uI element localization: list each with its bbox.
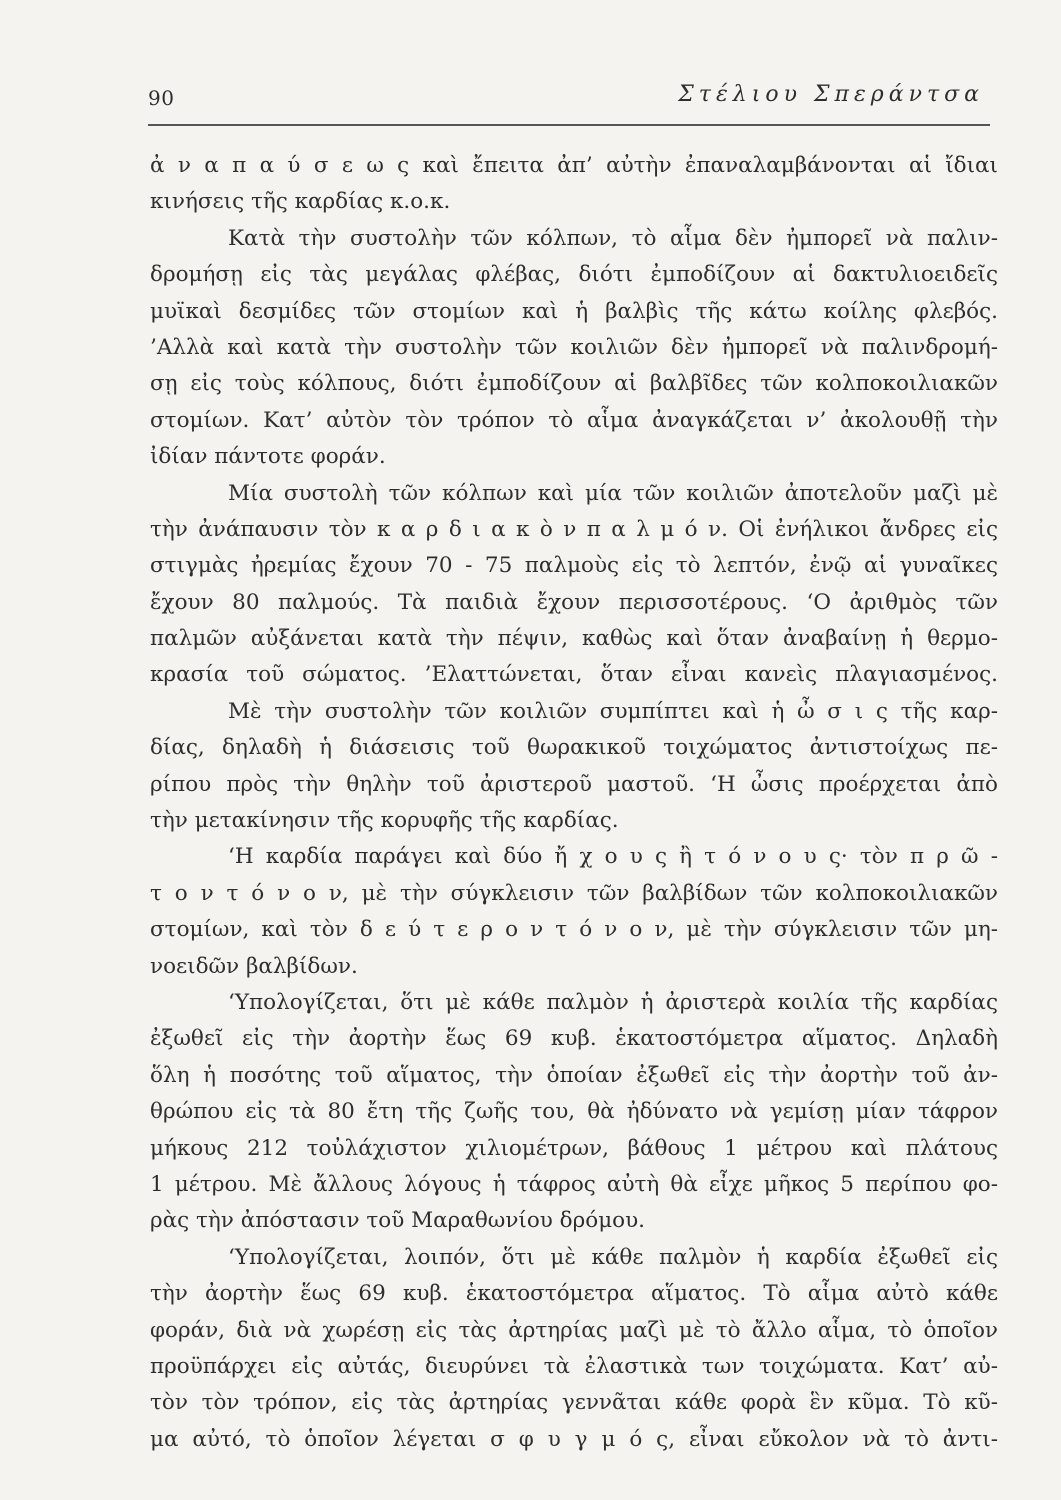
text-line: ἐξωθεῖ εἰς τὴν ἀορτὴν ἕως 69 κυβ. ἑκατοστόμετρα αἵματος. Δηλαδὴ — [150, 1026, 998, 1052]
text-line: ἰδίαν πάντοτε φοράν. — [150, 444, 386, 470]
text-line: προϋπάρχει εἰς αὐτάς, διευρύνει τὰ ἐλαστικὰ των τοιχώματα. Κατ’ αὐ- — [150, 1353, 998, 1379]
text-line: δρομήσῃ εἰς τὰς μεγάλας φλέβας, διότι ἐμποδίζουν αἱ δακτυλιοειδεῖς — [150, 262, 998, 288]
text-line: τὴν ἀνάπαυσιν τὸν κ α ρ δ ι α κ ὸ ν π α λ μ ό ν. Οἱ ἐνήλικοι ἄνδρες εἰς — [150, 516, 998, 542]
body-text — [150, 148, 998, 1458]
text-line: ρὰς τὴν ἀπόστασιν τοῦ Μαραθωνίου δρόμου. — [150, 1208, 646, 1234]
text-line: μήκους 212 τοὐλάχιστον χιλιομέτρων, βάθους 1 μέτρου καὶ πλάτους — [150, 1135, 998, 1161]
text-line: σῃ εἰς τοὺς κόλπους, διότι ἐμποδίζουν αἱ βαλβῖδες τῶν κολποκοιλιακῶν — [150, 371, 998, 397]
text-line: ὅλη ἡ ποσότης τοῦ αἵματος, τὴν ὁποίαν ἐξωθεῖ εἰς τὴν ἀορτὴν τοῦ ἀν- — [150, 1062, 998, 1088]
text-line: τὸν τὸν τρόπον, εἰς τὰς ἀρτηρίας γεννᾶται κάθε φορὰ ἓν κῦμα. Τὸ κῦ- — [150, 1390, 998, 1416]
text-line: Κατὰ τὴν συστολὴν τῶν κόλπων, τὸ αἷμα δὲν ἠμπορεῖ νὰ παλιν- — [228, 225, 998, 251]
running-head — [148, 82, 996, 122]
text-line: ἔχουν 80 παλμούς. Τὰ παιδιὰ ἔχουν περισσοτέρους. ‘Ο ἀριθμὸς τῶν — [150, 589, 998, 615]
text-line: κρασία τοῦ σώματος. ’Ελαττώνεται, ὅταν εἶναι κανεὶς πλαγιασμένος. — [150, 662, 998, 688]
text-line: νοειδῶν βαλβίδων. — [150, 953, 358, 979]
running-title: Στέλιου Σπεράντσα — [678, 82, 984, 107]
text-line: στομίων, καὶ τὸν δ ε ύ τ ε ρ ο ν τ ό ν ο ν, μὲ τὴν σύγκλεισιν τῶν μη- — [150, 917, 998, 943]
text-line: μυϊκαὶ δεσμίδες τῶν στομίων καὶ ἡ βαλβὶς τῆς κάτω κοίλης φλεβός. — [150, 298, 998, 324]
text-line: τὴν μετακίνησιν τῆς κορυφῆς τῆς καρδίας. — [150, 808, 619, 834]
text-line: Μία συστολὴ τῶν κόλπων καὶ μία τῶν κοιλιῶν ἀποτελοῦν μαζὶ μὲ — [228, 480, 998, 506]
text-line: Μὲ τὴν συστολὴν τῶν κοιλιῶν συμπίπτει καὶ ἡ ὦ σ ι ς τῆς καρ- — [228, 698, 998, 724]
text-line: ‘Υπολογίζεται, ὅτι μὲ κάθε παλμὸν ἡ ἀριστερὰ κοιλία τῆς καρδίας — [228, 989, 998, 1015]
text-line: δίας, δηλαδὴ ἡ διάσεισις τοῦ θωρακικοῦ τοιχώματος ἀντιστοίχως πε- — [150, 735, 998, 761]
page-number: 90 — [148, 86, 175, 110]
text-line: στιγμὰς ἠρεμίας ἔχουν 70 - 75 παλμοὺς εἰς τὸ λεπτόν, ἐνῷ αἱ γυναῖκες — [150, 553, 998, 579]
text-line: φοράν, διὰ νὰ χωρέσῃ εἰς τὰς ἀρτηρίας μαζὶ μὲ τὸ ἄλλο αἷμα, τὸ ὁποῖον — [150, 1317, 998, 1343]
text-line: τὴν ἀορτὴν ἕως 69 κυβ. ἑκατοστόμετρα αἵματος. Τὸ αἷμα αὐτὸ κάθε — [150, 1281, 998, 1307]
text-line: θρώπου εἰς τὰ 80 ἔτη τῆς ζωῆς του, θὰ ἠδύνατο νὰ γεμίσῃ μίαν τάφρον — [150, 1099, 998, 1125]
text-line: 1 μέτρου. Μὲ ἄλλους λόγους ἡ τάφρος αὐτὴ θὰ εἶχε μῆκος 5 περίπου φο- — [150, 1171, 998, 1197]
text-line: ‘Η καρδία παράγει καὶ δύο ἤ χ ο υ ς ἢ τ ό ν ο υ ς· τὸν π ρ ῶ - — [228, 844, 998, 870]
text-line: κινήσεις τῆς καρδίας κ.ο.κ. — [150, 189, 451, 215]
text-line: μα αὐτό, τὸ ὁποῖον λέγεται σ φ υ γ μ ό ς, εἶναι εὔκολον νὰ τὸ ἀντι- — [150, 1426, 998, 1452]
header-rule — [148, 124, 990, 126]
text-line: ‘Υπολογίζεται, λοιπόν, ὅτι μὲ κάθε παλμὸν ἡ καρδία ἐξωθεῖ εἰς — [228, 1244, 998, 1270]
text-line: ἀ ν α π α ύ σ ε ω ς καὶ ἔπειτα ἀπ’ αὐτὴν ἐπαναλαμβάνονται αἱ ἴδιαι — [150, 153, 998, 178]
text-line: ’Αλλὰ καὶ κατὰ τὴν συστολὴν τῶν κοιλιῶν δὲν ἠμπορεῖ νὰ παλινδρομή- — [150, 334, 998, 360]
text-line: παλμῶν αὐξάνεται κατὰ τὴν πέψιν, καθὼς καὶ ὅταν ἀναβαίνῃ ἡ θερμο- — [150, 626, 998, 652]
text-line: ρίπου πρὸς τὴν θηλὴν τοῦ ἀριστεροῦ μαστοῦ. ‘Η ὦσις προέρχεται ἀπὸ — [150, 771, 998, 797]
text-line: στομίων. Κατ’ αὐτὸν τὸν τρόπον τὸ αἷμα ἀναγκάζεται ν’ ἀκολουθῇ τὴν — [150, 407, 998, 433]
text-line: τ ο ν τ ό ν ο ν, μὲ τὴν σύγκλεισιν τῶν βαλβίδων τῶν κολποκοιλιακῶν — [150, 880, 998, 906]
